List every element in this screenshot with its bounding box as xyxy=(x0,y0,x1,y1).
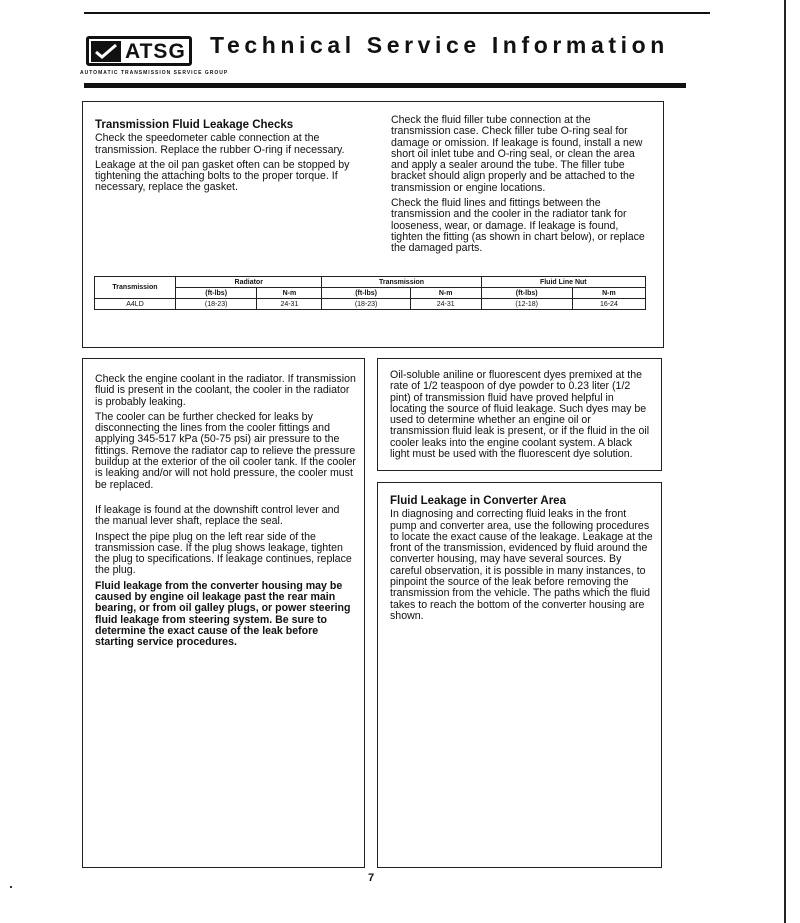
table-header-cell: (ft-lbs) xyxy=(322,288,410,299)
table-header-row xyxy=(95,277,646,288)
paragraph: Leakage at the oil pan gasket often can be stopped by tightening the attaching bolts to the proper torque. If necessary, replace the gasket. xyxy=(95,158,350,194)
panel3-text xyxy=(390,370,652,464)
paragraph: Check the fluid filler tube connection at the transmission case. Check filler tube O-ring seal for damage or omission. If leakage is found, install a new short oil inlet tube and O-ring seal, or clean the area and apply a sealer around the tube. The filler tube bracket should align properly and be attached to the transmission or engine locations. xyxy=(391,114,643,194)
table-cell: 16-24 xyxy=(572,299,645,310)
table-header-cell: (ft-lbs) xyxy=(176,288,257,299)
atsg-logo xyxy=(86,36,192,66)
check-mark-icon xyxy=(91,41,121,62)
table-row xyxy=(95,299,646,310)
table-header-cell: N-m xyxy=(410,288,481,299)
panel1-left-column xyxy=(95,120,363,198)
section-heading: Transmission Fluid Leakage Checks xyxy=(95,119,294,131)
paragraph: Check the engine coolant in the radiator. If transmission fluid is present in the coolant, the cooler in the radiator is probably leaking. xyxy=(95,373,356,408)
torque-spec-table xyxy=(94,276,646,310)
paragraph: Oil-soluble aniline or fluorescent dyes premixed at the rate of 1/2 teaspoon of dye powder to 0.23 liter (1/2 pint) of transmission fluid have proved helpful in locating the source of fluid leakage. Such dyes may be used to determine whether an engine oil or transmission fluid leak is present, or if the fluid in the oil cooler leaks into the engine coolant system. A black light must be used with the fluorescent dye solution. xyxy=(390,369,650,461)
table-cell: (18-23) xyxy=(322,299,410,310)
table-header-cell: Transmission xyxy=(95,277,176,299)
table-cell: A4LD xyxy=(95,299,176,310)
paragraph: Check the speedometer cable connection at the transmission. Replace the rubber O-ring if necessary. xyxy=(95,132,345,156)
top-border-line xyxy=(84,12,710,14)
paragraph: Inspect the pipe plug on the left rear side of the transmission case. If the plug shows leakage, tighten the plug to specifications. If leakage continues, replace the plug. xyxy=(95,530,352,577)
paragraph: In diagnosing and correcting fluid leaks in the front pump and converter area, use the following procedures to locate the exact cause of the leakage. Leakage at the front of the transmission, evidenced by fluid around the converter housing, may have several sources. By careful observation, it is possible in many instances, to pinpoint the source of the leak before removing the transmission from the vehicle. The paths which the fluid takes to reach the bottom of the converter housing are shown. xyxy=(390,508,653,622)
panel2-text xyxy=(95,374,357,653)
panel1-right-column xyxy=(391,115,653,259)
table-cell: 24-31 xyxy=(257,299,322,310)
scan-speck xyxy=(10,886,12,888)
section-heading: Fluid Leakage in Converter Area xyxy=(390,495,566,507)
converter-leakage-panel xyxy=(377,482,662,868)
table-header-cell: Radiator xyxy=(176,277,322,288)
paragraph: Check the fluid lines and fittings between the transmission and the cooler in the radiator tank for looseness, wear, or damage. If leakage is found, tighten the fitting (as shown in chart below), or replace the damaged parts. xyxy=(391,197,645,255)
paragraph: The cooler can be further checked for leaks by disconnecting the lines from the cooler fittings and applying 345-517 kPa (50-75 psi) air pressure to the fittings. Remove the radiator cap to relieve the pressure buildup at the exterior of the oil cooler tank. If the cooler is leaking and/or will not hold pressure, the cooler must be replaced. xyxy=(95,410,356,491)
panel4-text xyxy=(390,496,654,626)
table-cell: (18-23) xyxy=(176,299,257,310)
table-subheader-row xyxy=(95,288,646,299)
header-rule xyxy=(84,83,686,88)
warning-paragraph: Fluid leakage from the converter housing may be caused by engine oil leakage past the rear main bearing, or from oil galley plugs, or power steering fluid leakage from steering system. Be sure to determine the exact cause of the leak before starting service procedures. xyxy=(95,579,351,649)
page-right-edge xyxy=(784,0,786,923)
table-cell: 24-31 xyxy=(410,299,481,310)
table-cell: (12-18) xyxy=(481,299,572,310)
table-header-cell: Fluid Line Nut xyxy=(481,277,645,288)
table-header-cell: N-m xyxy=(257,288,322,299)
page-number: 7 xyxy=(368,872,375,884)
logo-tagline: AUTOMATIC TRANSMISSION SERVICE GROUP xyxy=(80,70,229,76)
coolant-check-panel xyxy=(82,358,365,868)
fluid-leakage-checks-panel xyxy=(82,101,664,348)
table-header-cell: N-m xyxy=(572,288,645,299)
dye-test-panel xyxy=(377,358,662,471)
paragraph: If leakage is found at the downshift control lever and the manual lever shaft, replace the seal. xyxy=(95,503,340,528)
logo-text: ATSG xyxy=(125,40,186,63)
page-title: Technical Service Information xyxy=(210,32,669,58)
table-header-cell: (ft-lbs) xyxy=(481,288,572,299)
table-header-cell: Transmission xyxy=(322,277,481,288)
